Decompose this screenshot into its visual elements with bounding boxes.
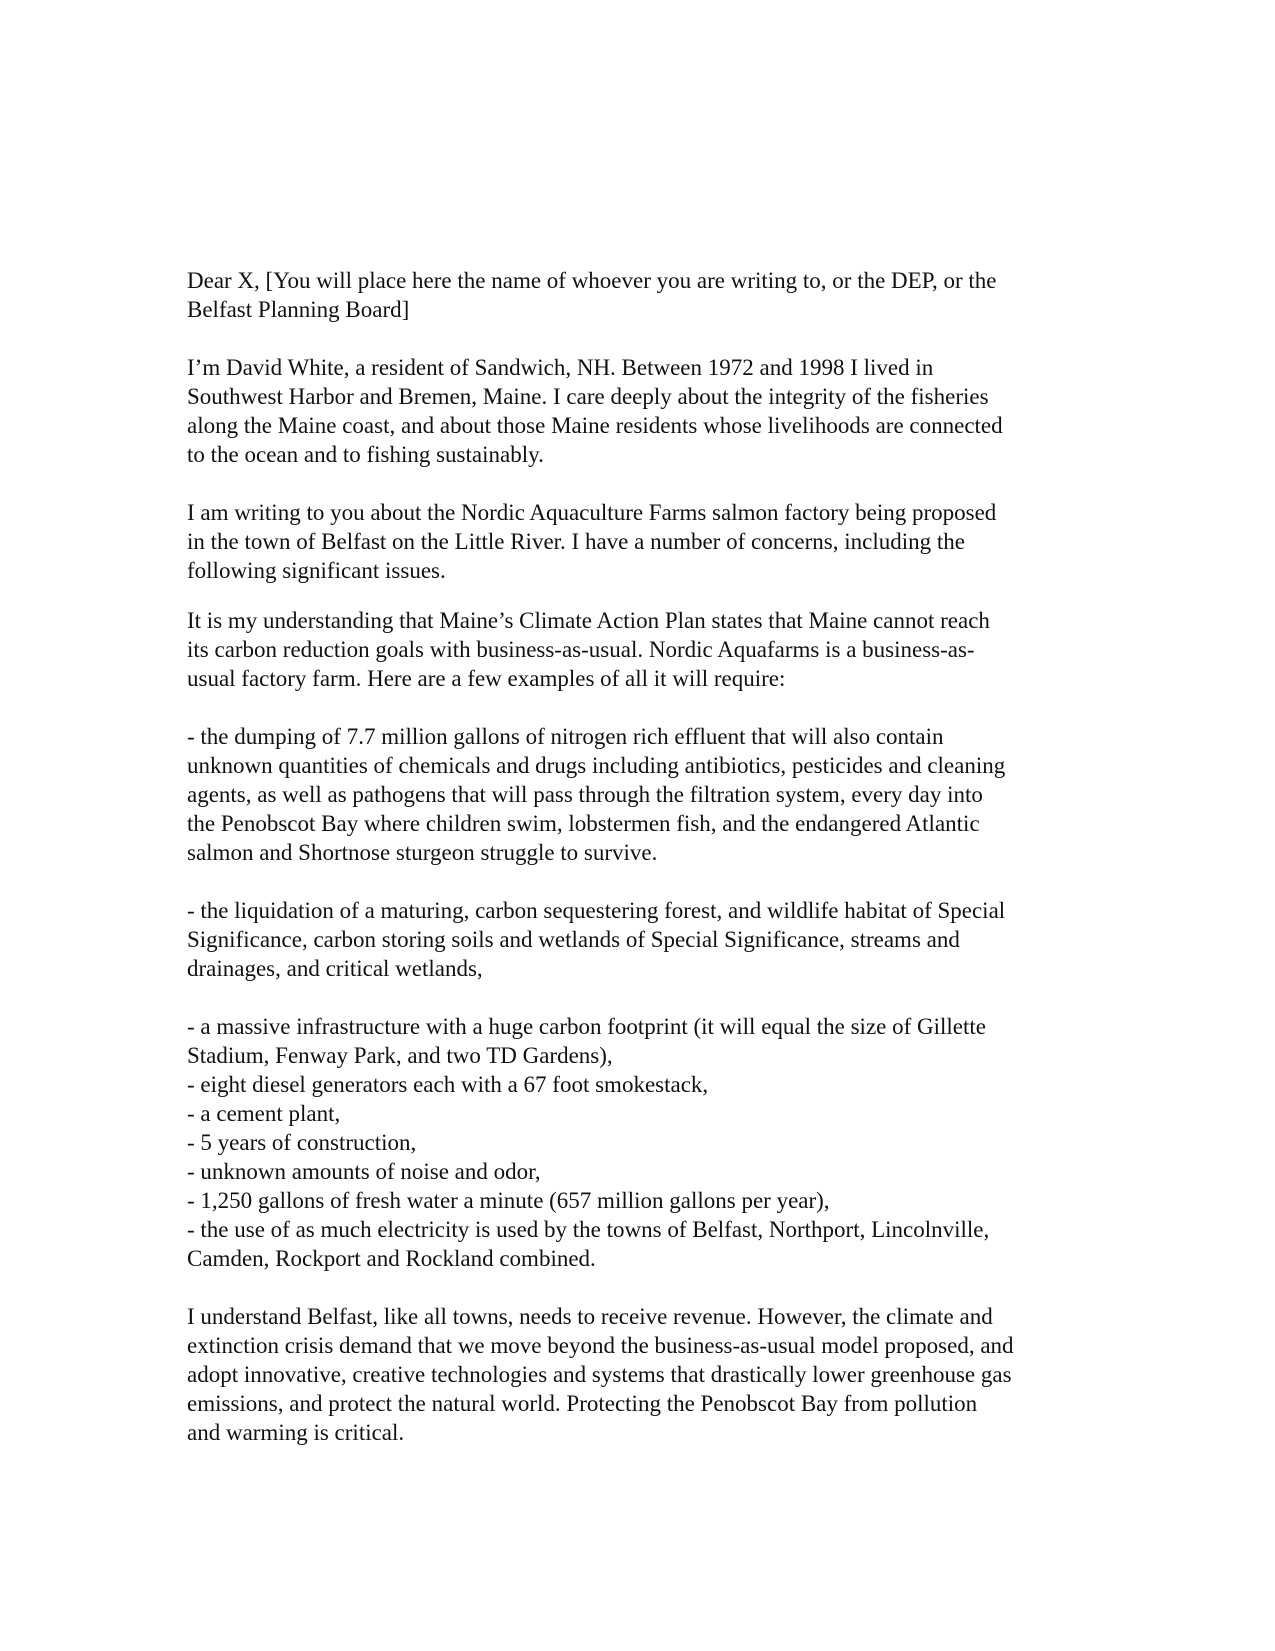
salutation-paragraph: Dear X, [You will place here the name of whoever you are writing to, or the DEP, or the Belfast Planning Board] bbox=[187, 268, 997, 322]
intro-paragraph: I’m David White, a resident of Sandwich, NH. Between 1972 and 1998 I lived in Southwest Harbor and Bremen, Maine. I care deeply about the integrity of the fisheries along the Maine coast, and about those Maine residents whose livelihoods are connected to the ocean and to fishing sustainably. bbox=[187, 355, 1003, 467]
paragraph-gap bbox=[187, 693, 1107, 722]
paragraph-gap bbox=[187, 469, 1107, 498]
list-item: - 1,250 gallons of fresh water a minute (657 million gallons per year), bbox=[187, 1188, 830, 1213]
list-item: - the use of as much electricity is used by the towns of Belfast, Northport, Lincolnville, Camden, Rockport and Rockland combined. bbox=[187, 1217, 990, 1271]
purpose-paragraph: I am writing to you about the Nordic Aquaculture Farms salmon factory being proposed in the town of Belfast on the Little River. I have a number of concerns, including the following significant issues. bbox=[187, 500, 997, 583]
paragraph-gap bbox=[187, 324, 1107, 353]
conclusion-paragraph: I understand Belfast, like all towns, needs to receive revenue. However, the climate and extinction crisis demand that we move beyond the business-as-usual model proposed, and adopt innovative, creative technologies and systems that drastically lower greenhouse gas emissions, and protect the natural world. Protecting the Penobscot Bay from pollution and warming is critical. bbox=[187, 1304, 1014, 1445]
paragraph-gap bbox=[187, 585, 1107, 606]
list-item: - a massive infrastructure with a huge carbon footprint (it will equal the size of Gillette Stadium, Fenway Park, and two TD Gardens), bbox=[187, 1014, 986, 1068]
letter-body bbox=[187, 266, 1107, 1447]
paragraph-gap bbox=[187, 867, 1107, 896]
forest-paragraph: - the liquidation of a maturing, carbon sequestering forest, and wildlife habitat of Special Significance, carbon storing soils and wetlands of Special Significance, streams and drainages, and critical wetlands, bbox=[187, 898, 1006, 981]
list-item: - unknown amounts of noise and odor, bbox=[187, 1159, 541, 1184]
list-item: - 5 years of construction, bbox=[187, 1130, 417, 1155]
paragraph-gap bbox=[187, 983, 1107, 1012]
requirements-list bbox=[187, 1012, 1107, 1273]
paragraph-gap bbox=[187, 1273, 1107, 1302]
climate-plan-paragraph: It is my understanding that Maine’s Climate Action Plan states that Maine cannot reach its carbon reduction goals with business-as-usual. Nordic Aquafarms is a business-as- usual factory farm. Here are a few examples of all it will require: bbox=[187, 608, 990, 691]
list-item: - a cement plant, bbox=[187, 1101, 341, 1126]
effluent-paragraph: - the dumping of 7.7 million gallons of nitrogen rich effluent that will also contain unknown quantities of chemicals and drugs including antibiotics, pesticides and cleaning agents, as well as pathogens that will pass through the filtration system, every day into the Penobscot Bay where children swim, lobstermen fish, and the endangered Atlantic salmon and Shortnose sturgeon struggle to survive. bbox=[187, 724, 1006, 865]
list-item: - eight diesel generators each with a 67 foot smokestack, bbox=[187, 1072, 709, 1097]
